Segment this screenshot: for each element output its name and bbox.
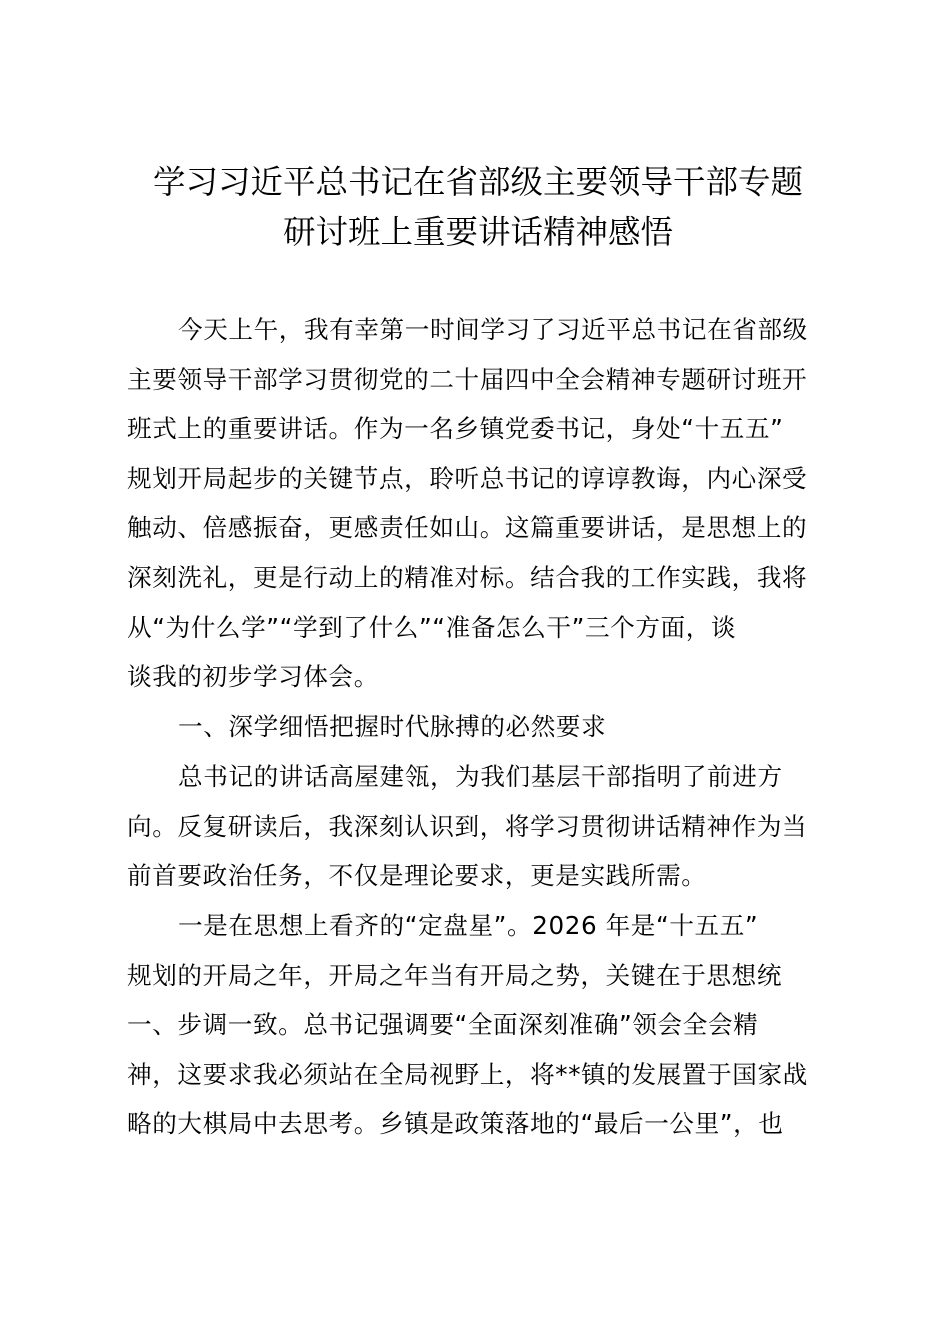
text-line: 深刻洗礼，更是行动上的精准对标。结合我的工作实践，我将 [127, 563, 808, 592]
text-line: 今天上午，我有幸第一时间学习了习近平总书记在省部级 [178, 315, 808, 344]
text-line: 总书记的讲话高屋建瓴，为我们基层干部指明了前进方 [178, 762, 783, 791]
text-line: 一、步调一致。总书记强调要“全面深刻准确”领会全会精 [127, 1010, 759, 1039]
text-line: 主要领导干部学习贯彻党的二十届四中全会精神专题研讨班开 [127, 365, 808, 394]
document-title-line-2: 研讨班上重要讲话精神感悟 [282, 213, 673, 251]
text-line: 规划的开局之年，开局之年当有开局之势，关键在于思想统 [127, 961, 783, 990]
text-line: 班式上的重要讲话。作为一名乡镇党委书记，身处“十五五” [127, 414, 784, 443]
text-line: 向。反复研读后，我深刻认识到，将学习贯彻讲话精神作为当 [127, 812, 808, 841]
text-line: 谈我的初步学习体会。 [127, 662, 379, 691]
text-line: 规划开局起步的关键节点，聆听总书记的谆谆教诲，内心深受 [127, 464, 808, 493]
text-line: 略的大棋局中去思考。乡镇是政策落地的“最后一公里”，也 [127, 1109, 784, 1138]
document-title-line-1: 学习习近平总书记在省部级主要领导干部专题 [152, 163, 803, 201]
text-line: 触动、倍感振奋，更感责任如山。这篇重要讲话，是思想上的 [127, 513, 808, 542]
text-line: 神，这要求我必须站在全局视野上，将**镇的发展置于国家战 [127, 1060, 808, 1089]
text-line: 从“为什么学”“学到了什么”“准备怎么干”三个方面，谈 [127, 613, 737, 642]
text-line: 前首要政治任务，不仅是理论要求，更是实践所需。 [127, 861, 707, 890]
text-line: 一是在思想上看齐的“定盘星”。2026 年是“十五五” [178, 911, 759, 940]
section-heading-text: 一、深学细悟把握时代脉搏的必然要求 [178, 712, 607, 741]
